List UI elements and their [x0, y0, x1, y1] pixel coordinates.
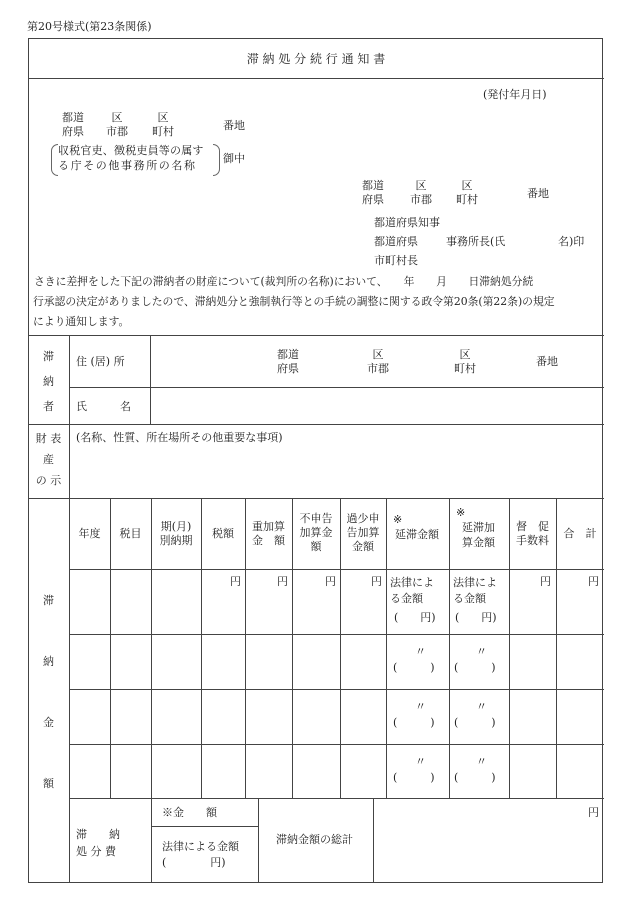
ditto-row: 〃 ( ) [454, 755, 496, 784]
title: 滞 納 処 分 続 行 通 知 書 [246, 52, 386, 66]
ditto-row: 〃 ( ) [393, 755, 435, 784]
h-line [28, 424, 604, 425]
h-line [69, 744, 604, 745]
column-header-kashou: 過少申 告加算 金額 [346, 512, 380, 553]
column-header-entai: ※ 延滞金額 [393, 513, 439, 541]
column-header-fushinkoku: 不申告 加算金 額 [299, 512, 333, 553]
v-line [449, 498, 450, 798]
fees-label: 滞 納 処 分 費 [76, 828, 120, 858]
h-line [69, 798, 604, 799]
right-bracket [213, 144, 220, 176]
column-header-zeimoku: 税目 [119, 527, 142, 540]
ditto-row: 〃 ( ) [454, 700, 496, 729]
fees-kingaku: ※金 額 [162, 806, 217, 819]
address-label: 住 (居) 所 [76, 355, 125, 368]
v-line [373, 798, 374, 883]
h-line [69, 569, 604, 570]
h-line [151, 826, 258, 827]
sender-kachou-mid: 事務所長(氏 [446, 235, 506, 248]
fees-houritsu: 法律による金額 ( 円) [162, 840, 239, 869]
gochu: 御中 [223, 152, 245, 165]
column-header-entai-kasan: ※ 延滞加 算金額 [456, 506, 495, 549]
body-line-2: 行承認の決定がありましたので、滞納処分と強制執行等との手続の調整に関する政令第20条(第22条)の規定 [33, 295, 555, 308]
total-yen: 円 [588, 806, 599, 819]
v-line [258, 798, 259, 883]
v-line [150, 335, 151, 424]
h-line [28, 498, 604, 499]
column-header-goukei: 合 計 [563, 527, 597, 540]
yen-mark: 円 [588, 575, 599, 588]
column-header-kibetsu: 期(月) 別納期 [159, 520, 193, 547]
h-line [69, 634, 604, 635]
yen-mark: 円 [230, 575, 241, 588]
entai-kasan-houritsu-row1: 法律によ る金額 ( 円) [453, 576, 497, 624]
name-label: 氏 名 [76, 400, 131, 413]
issue-date: (発付年月日) [483, 88, 547, 101]
entai-houritsu-row1: 法律によ る金額 ( 円) [390, 576, 436, 624]
yen-mark: 円 [277, 575, 288, 588]
v-line [110, 498, 111, 798]
h-line [69, 689, 604, 690]
recipient-name-line2: る庁その他事務所の名称 [58, 159, 197, 172]
sender-kachou-prefix: 都道府県 [374, 235, 418, 248]
taxpayer-label: 滞 納 者 [43, 350, 54, 413]
left-bracket [51, 144, 58, 176]
form-code: 第20号様式(第23条関係) [27, 20, 152, 33]
yen-mark: 円 [371, 575, 382, 588]
v-line [69, 498, 70, 883]
recipient-name-line1: 収税官吏、徴税吏員等の属す [58, 144, 204, 157]
body-line-1: さきに差押をした下記の滞納者の財産について(裁判所の名称)において、 年 月 日滞納処分続 [34, 275, 534, 288]
total-label: 滞納金額の総計 [276, 833, 353, 846]
title-divider [28, 78, 604, 79]
h-line [28, 335, 604, 336]
v-line [151, 498, 152, 883]
sender-chouson: 市町村長 [374, 254, 418, 267]
column-header-tokusoku: 督 促 手数料 [516, 520, 549, 547]
v-line [201, 498, 202, 798]
ditto-row: 〃 ( ) [454, 645, 496, 674]
property-label: 財 表 産 の 示 [35, 432, 62, 487]
v-line [386, 498, 387, 798]
yen-mark: 円 [325, 575, 336, 588]
sender-kachou-suffix: 名)印 [558, 235, 585, 248]
column-header-nendo: 年度 [78, 527, 101, 540]
column-header-jukasan: 重加算 金 額 [252, 520, 285, 547]
v-line [69, 335, 70, 498]
column-header-zeigaku: 税額 [212, 527, 234, 540]
amount-label: 滞 納 金 額 [43, 594, 54, 790]
ditto-row: 〃 ( ) [393, 645, 435, 674]
sender-chiji: 都道府県知事 [374, 216, 440, 229]
yen-mark: 円 [540, 575, 551, 588]
v-line [556, 498, 557, 798]
body-line-3: により通知します。 [33, 315, 130, 328]
ditto-row: 〃 ( ) [393, 700, 435, 729]
property-description: (名称、性質、所在場所その他重要な事項) [76, 431, 283, 444]
